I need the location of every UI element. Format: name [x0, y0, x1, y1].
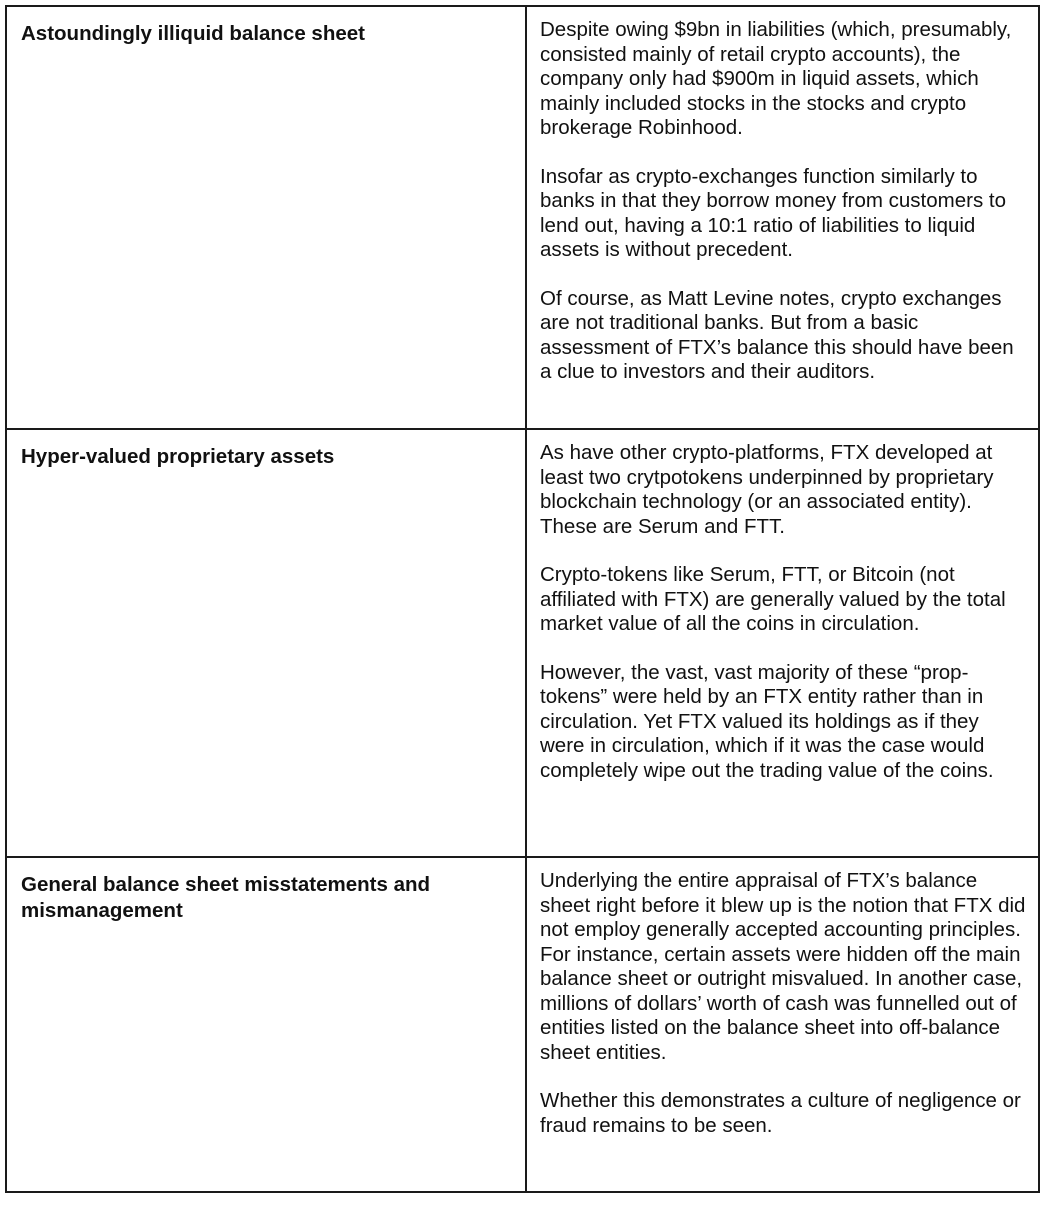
paragraph: Crypto-tokens like Serum, FTT, or Bitcoin (not affiliated with FTX) are generally valued by the total market value of all the coins in circulation.	[540, 563, 1006, 635]
paragraph: However, the vast, vast majority of these “prop-tokens” were held by an FTX entity rather than in circulation. Yet FTX valued its holdings as if they were in circulation, which if it was the case would completely wipe out the trading value of the coins.	[540, 660, 994, 782]
paragraph: Of course, as Matt Levine notes, crypto exchanges are not traditional banks. But from a basic assessment of FTX’s balance this should have been a clue to investors and their auditors.	[540, 286, 1014, 383]
row-description	[526, 857, 1039, 1192]
table-row	[6, 857, 1039, 1192]
paragraph: Insofar as crypto-exchanges function similarly to banks in that they borrow money from customers to lend out, having a 10:1 ratio of liabilities to liquid assets is without precedent.	[540, 164, 1007, 261]
paragraph: Whether this demonstrates a culture of negligence or fraud remains to be seen.	[540, 1089, 1021, 1137]
row-title: General balance sheet misstatements and mismanagement	[6, 857, 526, 1192]
row-description	[526, 429, 1039, 857]
row-title: Astoundingly illiquid balance sheet	[6, 6, 526, 429]
paragraph: As have other crypto-platforms, FTX developed at least two crytpotokens underpinned by proprietary blockchain technology (or an associated entity). These are Serum and FTT.	[540, 441, 994, 538]
paragraph: Despite owing $9bn in liabilities (which, presumably, consisted mainly of retail crypto accounts), the company only had $900m in liquid assets, which mainly included stocks in the stocks and crypto brokerage Robinhood.	[540, 18, 1012, 139]
row-title: Hyper-valued proprietary assets	[6, 429, 526, 857]
document-table	[5, 5, 1040, 1193]
row-description	[526, 6, 1039, 429]
table-row	[6, 429, 1039, 857]
table-row	[6, 6, 1039, 429]
paragraph: Underlying the entire appraisal of FTX’s balance sheet right before it blew up is the notion that FTX did not employ generally accepted accounting principles. For instance, certain assets were hidden off the main balance sheet or outright misvalued. In another case, millions of dollars’ worth of cash was funnelled out of entities listed on the balance sheet into off-balance sheet entities.	[540, 869, 1026, 1064]
